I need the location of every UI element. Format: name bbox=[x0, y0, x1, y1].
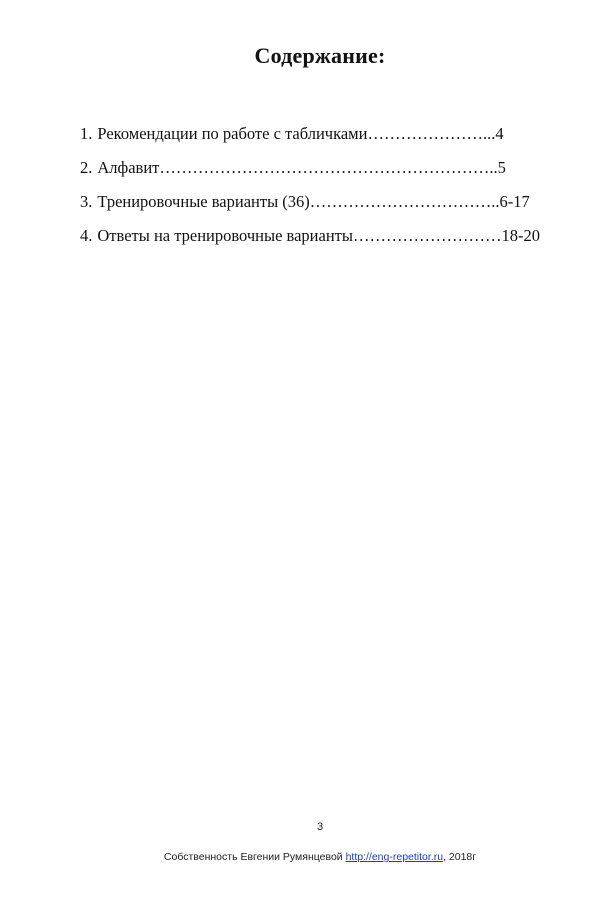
toc-entry-number: 1. bbox=[80, 124, 93, 143]
toc-entry-page: 5 bbox=[497, 158, 506, 177]
toc-entry[interactable] bbox=[80, 190, 540, 224]
footer-owner-text: Собственность Евгении Румянцевой bbox=[163, 851, 346, 863]
toc-entry-leader: …………………………………………………….. bbox=[159, 158, 498, 177]
toc-entry-text: Рекомендации по работе с табличками bbox=[97, 124, 368, 143]
toc-entry-leader: …………………... bbox=[367, 124, 496, 143]
toc-entry-page: 6-17 bbox=[499, 192, 530, 211]
page-title: Содержание: bbox=[254, 43, 386, 68]
toc-entry[interactable] bbox=[80, 156, 540, 190]
page-number: 3 bbox=[316, 821, 324, 833]
footer-year-text: , 2018г bbox=[443, 851, 477, 863]
toc-entry-leader: …………………………….. bbox=[309, 192, 500, 211]
toc-entry-leader: ……………………… bbox=[352, 226, 502, 245]
toc-entry-number: 3. bbox=[80, 192, 93, 211]
table-of-contents bbox=[80, 122, 540, 258]
toc-entry-page: 18-20 bbox=[501, 226, 540, 245]
footer-link[interactable]: http://eng-repetitor.ru bbox=[345, 851, 444, 863]
toc-entry[interactable] bbox=[80, 122, 540, 156]
toc-entry-text: Тренировочные варианты (36) bbox=[97, 192, 310, 211]
footer bbox=[0, 851, 602, 863]
toc-entry-number: 4. bbox=[80, 226, 93, 245]
toc-entry-text: Ответы на тренировочные варианты bbox=[97, 226, 353, 245]
toc-entry[interactable] bbox=[80, 224, 540, 258]
toc-entry-number: 2. bbox=[80, 158, 93, 177]
toc-entry-text: Алфавит bbox=[97, 158, 160, 177]
toc-entry-page: 4 bbox=[495, 124, 504, 143]
